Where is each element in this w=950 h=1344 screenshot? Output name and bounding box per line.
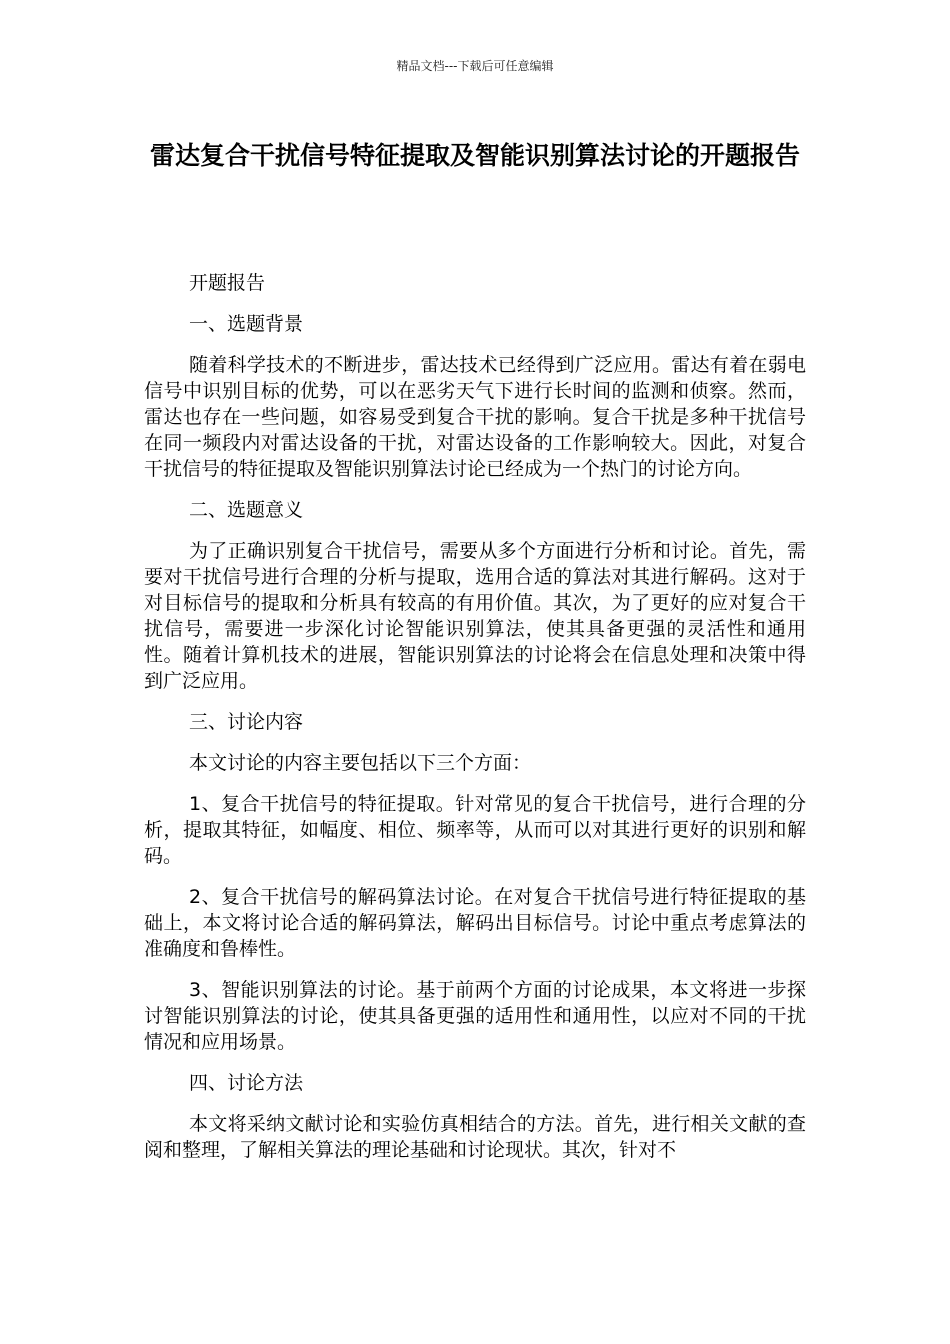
paragraph-content-item-1: 1、复合干扰信号的特征提取。针对常见的复合干扰信号，进行合理的分析，提取其特征，如幅度、相位、频率等，从而可以对其进行更好的识别和解码。: [144, 793, 806, 867]
paragraph-significance: 为了正确识别复合干扰信号，需要从多个方面进行分析和讨论。首先，需要对干扰信号进行合理的分析与提取，选用合适的算法对其进行解码。这对于对目标信号的提取和分析具有较高的有用价值。其次，为了更好的应对复合干扰信号，需要进一步深化讨论智能识别算法，使其具备更强的灵活性和通用性。随着计算机技术的进展，智能识别算法的讨论将会在信息处理和决策中得到广泛应用。: [144, 540, 806, 692]
document-title: 雷达复合干扰信号特征提取及智能识别算法讨论的开题报告: [149, 141, 800, 170]
paragraph-content-item-2: 2、复合干扰信号的解码算法讨论。在对复合干扰信号进行特征提取的基础上，本文将讨论合适的解码算法，解码出目标信号。讨论中重点考虑算法的准确度和鲁棒性。: [144, 886, 806, 960]
paragraph-background: 随着科学技术的不断进步，雷达技术已经得到广泛应用。雷达有着在弱电信号中识别目标的优势，可以在恶劣天气下进行长时间的监测和侦察。然而，雷达也存在一些问题，如容易受到复合干扰的影响。复合干扰是多种干扰信号在同一频段内对雷达设备的干扰，对雷达设备的工作影响较大。因此，对复合干扰信号的特征提取及智能识别算法讨论已经成为一个热门的讨论方向。: [144, 354, 806, 480]
paragraph-heading-report: 开题报告: [189, 272, 266, 294]
section-heading-method: 四、讨论方法: [189, 1072, 304, 1094]
header-watermark: 精品文档---下载后可任意编辑: [396, 59, 554, 73]
document-body: [144, 270, 806, 1178]
paragraph-method: 本文将采纳文献讨论和实验仿真相结合的方法。首先，进行相关文献的查阅和整理，了解相关算法的理论基础和讨论现状。其次，针对不: [144, 1113, 806, 1161]
section-heading-significance: 二、选题意义: [189, 499, 304, 521]
section-heading-content: 三、讨论内容: [189, 711, 304, 733]
paragraph-content-item-3: 3、智能识别算法的讨论。基于前两个方面的讨论成果，本文将进一步探讨智能识别算法的讨论，使其具备更强的适用性和通用性，以应对不同的干扰情况和应用场景。: [144, 979, 806, 1053]
section-heading-background: 一、选题背景: [189, 313, 304, 335]
paragraph-content-intro: 本文讨论的内容主要包括以下三个方面：: [189, 752, 532, 774]
